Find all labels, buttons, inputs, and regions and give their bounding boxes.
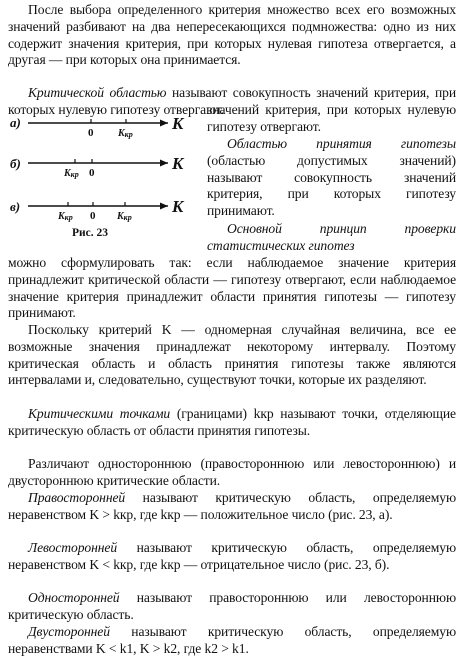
paragraph-critical-region-wrap: значений критерия, при которых нулевую гипотезу отвергают.	[207, 102, 456, 134]
term-acceptance-region: Областью принятия гипотезы	[227, 136, 456, 151]
arrow-head-b	[160, 160, 168, 167]
label-kkr-right-c: Kкр	[117, 211, 132, 222]
axis-symbol-b: K	[172, 154, 184, 173]
label-kkr-a: Kкр	[118, 128, 133, 139]
term-left-sided: Левосторонней	[28, 540, 118, 555]
paragraph-kinds: Различают одностороннюю (правостороннюю или левостороннюю) и двустороннюю критические области.	[8, 456, 456, 488]
term-two-sided: Двусторонней	[28, 624, 110, 639]
paragraph-criterion-k: Поскольку критерий K — одномерная случайная величина, все ее возможные значения принадлежат некоторому интервалу. Поэтому критическая область и область принятия гипотезы также являются интервалами и, следовательно, существуют точки, которые их разделяют.	[8, 322, 456, 388]
two-sided-definition: называют критическую область, определяемую неравенствами K < k1, K > k2, где k2 > k1.	[8, 624, 456, 656]
figure-label-c: в)	[10, 199, 21, 214]
critical-region-definition: называют совокупность значений критерия, при которых нулевую гипотезу отвергают.	[8, 85, 457, 117]
paragraph-left-sided	[8, 540, 456, 574]
paragraph-acceptance-region	[207, 136, 456, 220]
term-critical-points: Критическими точками	[28, 406, 171, 421]
term-critical-region: Критической областью	[28, 85, 167, 100]
figure-caption: Рис. 23	[72, 227, 109, 239]
label-zero-c: 0	[90, 210, 96, 222]
paragraph-right-sided	[8, 490, 456, 524]
one-sided-definition: называют правостороннюю или левостороннюю критическую область.	[8, 590, 456, 622]
arrow-head-c	[160, 203, 168, 210]
paragraph-principle-head	[207, 221, 456, 255]
label-zero-a: 0	[88, 127, 94, 139]
label-kkr-b: Kкр	[64, 168, 79, 179]
left-sided-definition: называют критическую область, определяемую неравенством K < kкр, где kкр — отрицательное число (рис. 23, б).	[8, 540, 456, 572]
figure-label-a: а)	[10, 115, 21, 130]
paragraph-intro: После выбора определенного критерия множество всех его возможных значений разбивают на два непересекающихся подмножества: одно из них содержит значения критерия, при которых нулевая гипотеза отвергается, а другая — при которых она принимается.	[8, 2, 456, 68]
paragraph-one-sided	[8, 590, 456, 624]
right-sided-definition: называют критическую область, определяемую неравенством K > kкр, где kкр — положительное число (рис. 23, а).	[8, 490, 456, 522]
axis-symbol-c: K	[172, 197, 184, 216]
critical-points-definition: (границами) kкр называют точки, отделяющие критическую область от области принятия гипотезы.	[8, 406, 456, 438]
acceptance-region-definition: (областью допустимых значений) называют совокупность значений критерия, при которых гипотезу принимают.	[207, 152, 456, 219]
figure-label-b: б)	[10, 156, 21, 171]
paragraph-two-sided	[8, 624, 456, 658]
paragraph-principle-body	[8, 255, 456, 322]
term-right-sided: Правосторонней	[28, 490, 126, 505]
figure-23-drawing	[0, 103, 206, 243]
principle-definition: можно сформулировать так: если наблюдаемое значение критерия принадлежит критической области — гипотезу отвергают, если наблюдаемое значение критерия принадлежит области принятия гипотезы — гипотезу принимают.	[8, 255, 456, 321]
axis-symbol-a: K	[172, 114, 184, 133]
label-kkr-left-c: Kкр	[58, 211, 73, 222]
label-zero-b: 0	[89, 167, 95, 179]
term-principle: Основной принцип проверки статистических гипотез	[207, 221, 456, 253]
term-one-sided: Односторонней	[28, 590, 120, 605]
figure-23	[0, 103, 206, 243]
paragraph-critical-points	[8, 406, 456, 440]
arrow-head-a	[160, 120, 168, 127]
